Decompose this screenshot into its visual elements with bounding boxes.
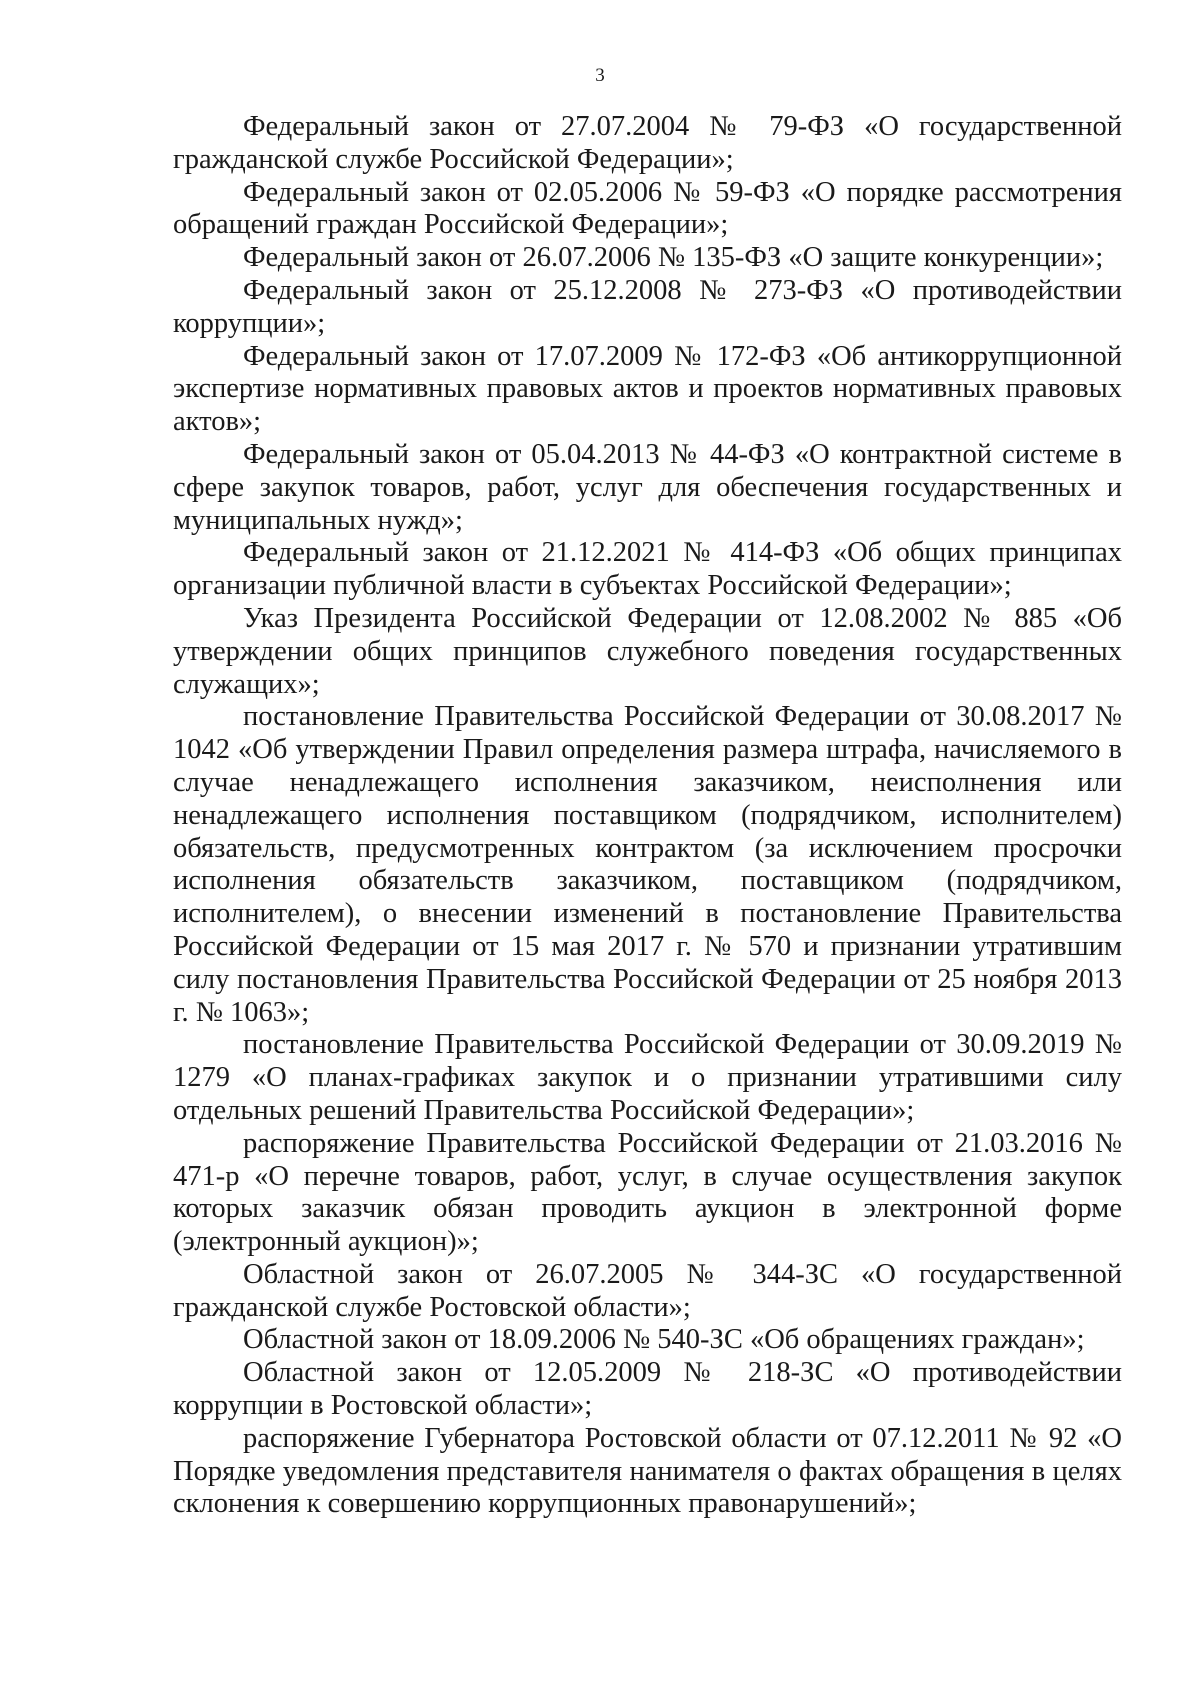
legal-act-item: Указ Президента Российской Федерации от 12.08.2002 № 885 «Об утверждении общих принципов служебного поведения государственных служащих»; [173, 602, 1122, 700]
page-number: 3 [595, 65, 605, 86]
legal-act-item: постановление Правительства Российской Федерации от 30.09.2019 № 1279 «О планах-графиках закупок и о признании утратившими силу отдельных решений Правительства Российской Федерации»; [173, 1029, 1122, 1126]
legal-act-item: распоряжение Правительства Российской Федерации от 21.03.2016 № 471-р «О перечне товаров, работ, услуг, в случае осуществления закупок которых заказчик обязан проводить аукцион в электронной форме (электронный аукцион)»; [173, 1127, 1122, 1258]
legal-act-item: Федеральный закон от 25.12.2008 № 273-ФЗ «О противодействии коррупции»; [173, 274, 1122, 339]
legal-act-item: Федеральный закон от 17.07.2009 № 172-ФЗ «Об антикоррупционной экспертизе нормативных правовых актов и проектов нормативных правовых актов»; [173, 340, 1122, 438]
legal-act-item: Федеральный закон от 21.12.2021 № 414-ФЗ «Об общих принципах организации публичной власти в субъектах Российской Федерации»; [173, 537, 1122, 602]
legal-act-item: Федеральный закон от 05.04.2013 № 44-ФЗ «О контрактной системе в сфере закупок товаров, работ, услуг для обеспечения государственных и муниципальных нужд»; [173, 438, 1122, 536]
legal-act-item: Федеральный закон от 26.07.2006 № 135-ФЗ «О защите конкуренции»; [243, 242, 1104, 274]
legal-act-item: распоряжение Губернатора Ростовской области от 07.12.2011 № 92 «О Порядке уведомления представителя нанимателя о фактах обращения в целях склонения к совершению коррупционных правонарушений»; [173, 1422, 1122, 1520]
legal-act-item: Областной закон от 18.09.2006 № 540-ЗС «Об обращениях граждан»; [243, 1324, 1085, 1356]
legal-act-item: постановление Правительства Российской Федерации от 30.08.2017 № 1042 «Об утверждении Правил определения размера штрафа, начисляемого в случае ненадлежащего исполнения заказчиком, неисполнения или ненадлежащего исполнения поставщиком (подрядчиком, исполнителем) обязательств, предусмотренных контрактом (за исключением просрочки исполнения обязательств заказчиком, поставщиком (подрядчиком, исполнителем), о внесении изменений в постановление Правительства Российской Федерации от 15 мая 2017 г. № 570 и признании утратившим силу постановления Правительства Российской Федерации от 25 ноября 2013 г. № 1063»; [173, 701, 1122, 1028]
legal-act-item: Федеральный закон от 27.07.2004 № 79-ФЗ «О государственной гражданской службе Российской Федерации»; [173, 111, 1122, 175]
legal-act-item: Областной закон от 26.07.2005 № 344-ЗС «О государственной гражданской службе Ростовской области»; [173, 1258, 1122, 1323]
legal-act-item: Областной закон от 12.05.2009 № 218-ЗС «О противодействии коррупции в Ростовской области»; [173, 1357, 1122, 1422]
legal-act-item: Федеральный закон от 02.05.2006 № 59-ФЗ «О порядке рассмотрения обращений граждан Российской Федерации»; [173, 176, 1122, 241]
document-body [173, 111, 1122, 1521]
